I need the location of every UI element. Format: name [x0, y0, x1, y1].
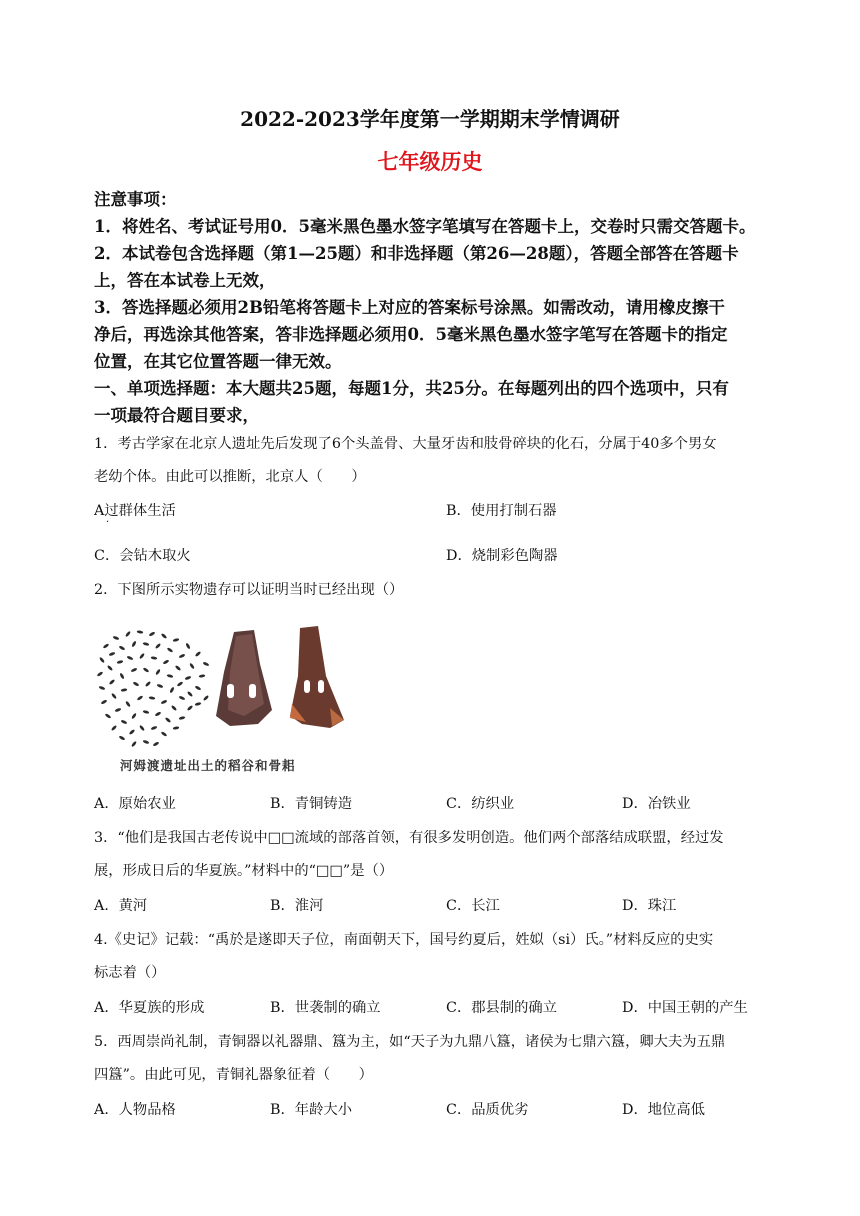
question-2-option-a: A．原始农业 — [94, 796, 176, 812]
question-1-option-a: A过群体生活 — [94, 503, 176, 519]
question-4-stem: 4.《史记》记载：“禹於是遂即天子位，南面朝天下，国号约夏后，姓姒（si）氏。”材料反应的史实 — [94, 932, 714, 948]
question-1-option-b: B．使用打制石器 — [446, 503, 557, 519]
notice-line: 净后，再选涂其他答案，答非选择题必须用0．5毫米黑色墨水签字笔写在答题卡的指定 — [94, 325, 728, 344]
question-5-stem: 5．西周崇尚礼制，青铜器以礼器鼎、簋为主，如“天子为九鼎八簋，诸侯为七鼎六簋，卿大夫为五鼎 — [94, 1034, 726, 1050]
question-2-option-d: D．冶铁业 — [622, 796, 691, 812]
question-2-option-b: B．青铜铸造 — [270, 796, 352, 812]
question-5-option-a: A．人物品格 — [94, 1102, 176, 1118]
rice-grains-icon — [97, 630, 210, 747]
notice-line: 1．将姓名、考试证号用0．5毫米黑色墨水签字笔填写在答题卡上，交卷时只需交答题卡。 — [94, 217, 756, 236]
question-3-option-c: C．长江 — [446, 898, 500, 914]
question-3-option-d: D．珠江 — [622, 898, 677, 914]
section-instruction: 一、单项选择题：本大题共25题，每题1分，共25分。在每题列出的四个选项中，只有 — [94, 379, 729, 398]
question-4-option-c: C．郡县制的确立 — [446, 1000, 558, 1016]
exam-subtitle: 七年级历史 — [377, 149, 483, 174]
bone-spade-icon — [216, 626, 344, 728]
question-1-option-c: C．会钻木取火 — [94, 548, 191, 564]
question-1-stem: 1．考古学家在北京人遗址先后发现了6个头盖骨、大量牙齿和肢骨碎块的化石，分属于40多个男女 — [94, 436, 717, 452]
question-3-option-a: A．黄河 — [94, 898, 148, 914]
question-4-option-b: B．世袭制的确立 — [270, 1000, 381, 1016]
notice-line: 2．本试卷包含选择题（第1—25题）和非选择题（第26—28题），答题全部答在答题卡 — [94, 244, 739, 263]
question-4-option-d: D．中国王朝的产生 — [622, 1000, 748, 1016]
question-2-stem: 2．下图所示实物遗存可以证明当时已经出现（） — [94, 582, 404, 598]
notice-line: 位置，在其它位置答题一律无效。 — [94, 352, 342, 371]
question-5-option-c: C．品质优劣 — [446, 1102, 529, 1118]
question-5-stem: 四簋”。由此可见，青铜礼器象征着（ ） — [94, 1067, 373, 1083]
question-4-stem: 标志着（） — [94, 965, 166, 981]
question-1-option-d: D．烧制彩色陶器 — [446, 548, 558, 564]
question-4-option-a: A．华夏族的形成 — [94, 1000, 205, 1016]
figure-caption: 河姆渡遗址出土的稻谷和骨耜 — [120, 758, 296, 773]
question-1-stem: 老幼个体。由此可以推断，北京人（ ） — [94, 469, 366, 485]
question-3-option-b: B．淮河 — [270, 898, 324, 914]
exam-title: 2022-2023学年度第一学期期末学情调研 — [240, 107, 620, 131]
notice-line: 上，答在本试卷上无效， — [94, 271, 276, 290]
notice-heading: 注意事项： — [94, 190, 177, 209]
question-3-stem: 3．“他们是我国古老传说中□□流域的部落首领，有很多发明创造。他们两个部落结成联盟，经过发 — [94, 830, 724, 846]
question-3-stem: 展，形成日后的华夏族。”材料中的“□□”是（） — [94, 863, 394, 879]
notice-line: 3．答选择题必须用2B铅笔将答题卡上对应的答案标号涂黑。如需改动，请用橡皮擦干 — [94, 298, 725, 317]
section-instruction: 一项最符合题目要求， — [94, 406, 259, 425]
question-2-option-c: C．纺织业 — [446, 796, 515, 812]
mark-dot: · — [106, 517, 110, 528]
question-5-option-d: D．地位高低 — [622, 1102, 705, 1118]
question-5-option-b: B．年龄大小 — [270, 1102, 352, 1118]
